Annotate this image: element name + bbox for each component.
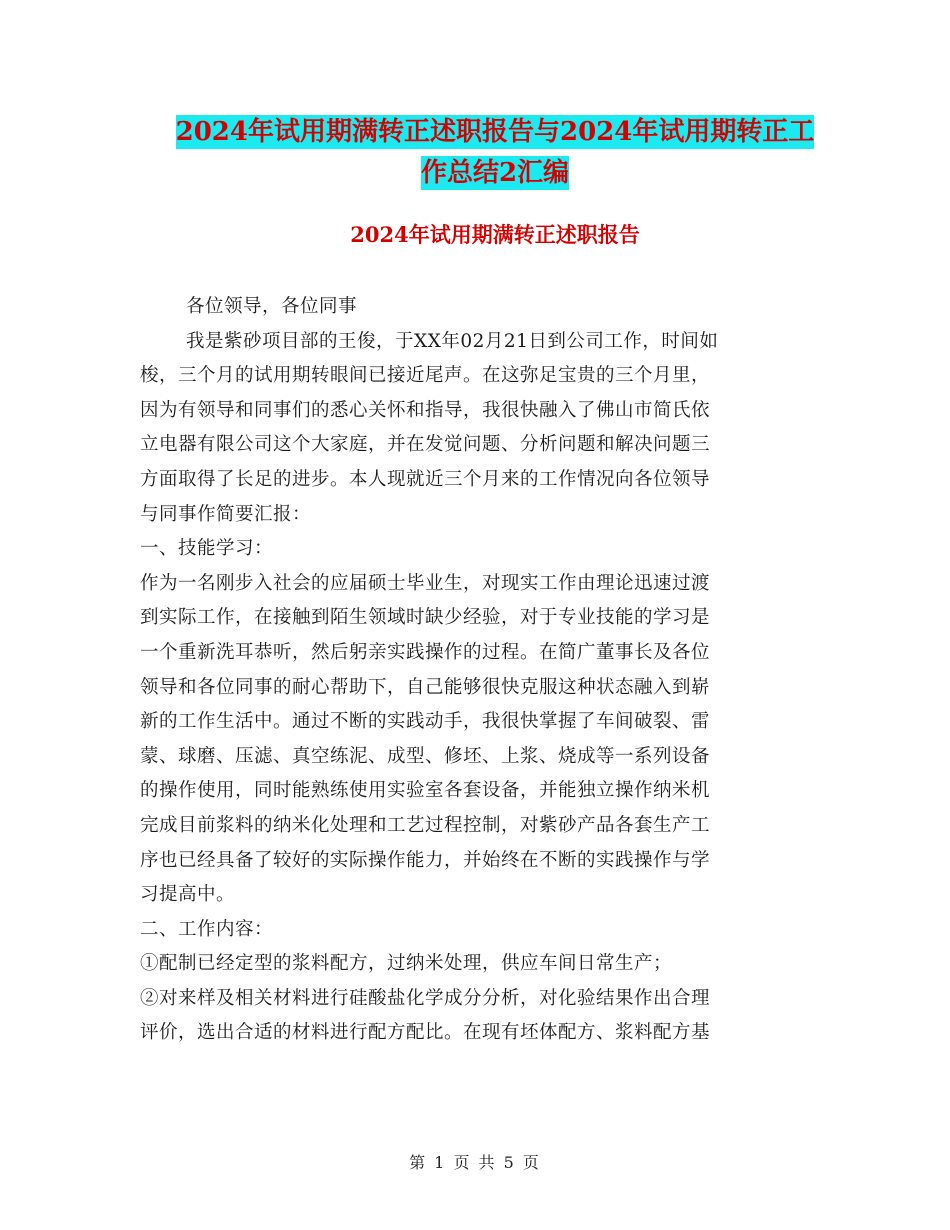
body-line: 习提高中。 — [140, 884, 236, 906]
body-line: 序也已经具备了较好的实际操作能力，并始终在不断的实践操作与学 — [140, 849, 711, 871]
body-line: 各位领导，各位同事 — [186, 296, 358, 317]
body-line: ①配制已经定型的浆料配方，过纳米处理，供应车间日常生产； — [140, 953, 673, 975]
body-line: ②对来样及相关材料进行硅酸盐化学成分分析，对化验结果作出合理 — [140, 987, 711, 1009]
body-line: 我是紫砂项目部的王俊，于XX年02月21日到公司工作，时间如 — [186, 330, 719, 352]
body-line: 一个重新洗耳恭听，然后躬亲实践操作的过程。在简广董事长及各位 — [140, 641, 711, 663]
body-line: 作为一名刚步入社会的应届硕士毕业生，对现实工作由理论迅速过渡 — [140, 572, 711, 594]
body-line: 评价，选出合适的材料进行配方配比。在现有坯体配方、浆料配方基 — [140, 1022, 711, 1044]
document-title-line-1: 2024年试用期满转正述职报告与2024年试用期转正工 — [175, 117, 815, 147]
body-line: 与同事作简要汇报： — [140, 503, 312, 525]
body-line: 完成目前浆料的纳米化处理和工艺过程控制，对紫砂产品各套生产工 — [140, 814, 711, 836]
body-line: 新的工作生活中。通过不断的实践动手，我很快掌握了车间破裂、雷 — [140, 711, 711, 733]
body-line: 蒙、球磨、压滤、真空练泥、成型、修坯、上浆、烧成等一系列设备 — [140, 745, 711, 767]
section-title: 2024年试用期满转正述职报告 — [350, 222, 640, 247]
document-body — [140, 290, 812, 1051]
body-line: 领导和各位同事的耐心帮助下，自己能够很快克服这种状态融入到崭 — [140, 676, 711, 698]
body-line: 因为有领导和同事们的悉心关怀和指导，我很快融入了佛山市简氏依 — [140, 399, 711, 421]
body-line: 到实际工作，在接触到陌生领域时缺少经验，对于专业技能的学习是 — [140, 607, 711, 629]
body-line: 的操作使用，同时能熟练使用实验室各套设备，并能独立操作纳米机 — [140, 780, 711, 802]
document-title — [140, 112, 850, 194]
body-line: 二、工作内容： — [140, 918, 274, 940]
body-line: 立电器有限公司这个大家庭，并在发觉问题、分析问题和解决问题三 — [140, 434, 711, 456]
page-footer: 第 1 页 共 5 页 — [409, 1153, 541, 1172]
document-title-line-2: 作总结2汇编 — [420, 158, 570, 188]
body-line: 梭，三个月的试用期转眼间已接近尾声。在这弥足宝贵的三个月里， — [140, 365, 711, 387]
body-line: 一、技能学习： — [140, 538, 274, 560]
body-line: 方面取得了长足的进步。本人现就近三个月来的工作情况向各位领导 — [140, 468, 711, 490]
